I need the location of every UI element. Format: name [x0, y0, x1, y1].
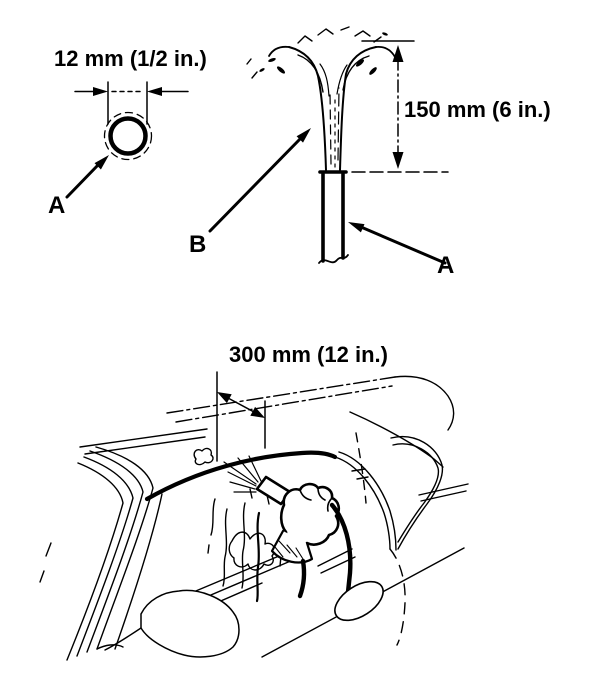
hose-cross-section-callout-a: A — [48, 192, 66, 219]
callout-arrow-hose-a — [67, 155, 109, 197]
dimension-arrow-left — [93, 87, 108, 96]
spray-hose-callout-a: A — [437, 252, 455, 279]
water-spray-callout-b: B — [189, 231, 207, 258]
spray-distance-dimension-label: 300 mm (12 in.) — [229, 342, 388, 367]
door-mirror — [328, 574, 390, 629]
spray-distance-dimension — [217, 372, 265, 461]
hose-cross-section-drawing — [67, 82, 188, 197]
seat-headrest — [141, 590, 239, 656]
car-drawing — [40, 372, 468, 660]
spray-height-dimension-label: 150 mm (6 in.) — [404, 97, 551, 122]
callout-arrow-hose2-a — [348, 222, 445, 263]
hose-diameter-dimension-label: 12 mm (1/2 in.) — [54, 46, 207, 71]
callout-arrow-water-b — [210, 128, 311, 231]
hose-inner-circle — [111, 119, 146, 154]
dimension-arrow-right — [147, 87, 162, 96]
water-spray-drawing — [210, 27, 448, 263]
